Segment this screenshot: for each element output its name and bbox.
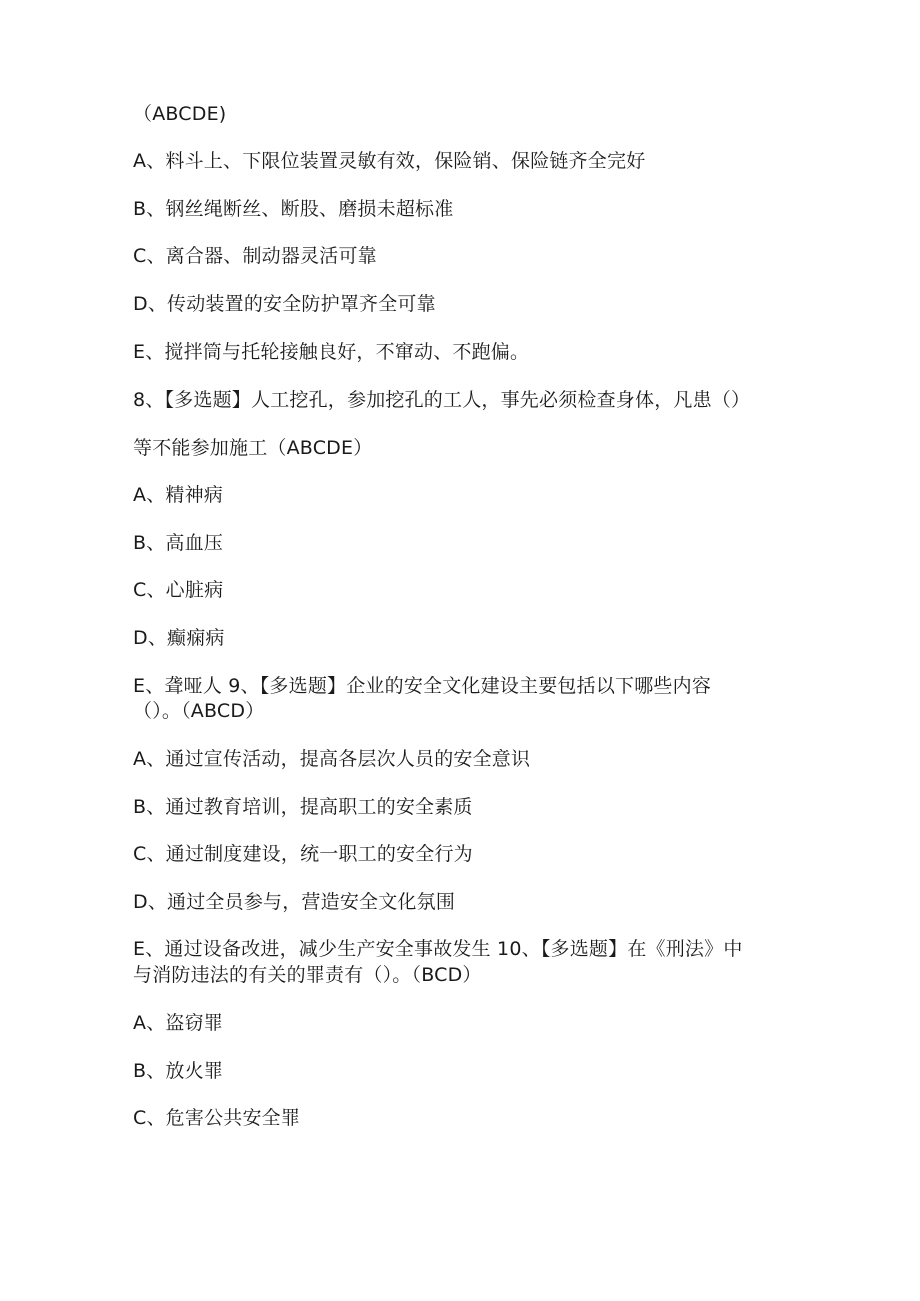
- option-e-and-question-9: E、聋哑人 9、【多选题】企业的安全文化建设主要包括以下哪些内容: [133, 675, 712, 697]
- option-e: E、搅拌筒与托轮接触良好，不窜动、不跑偏。: [133, 341, 530, 363]
- option-d: D、通过全员参与，营造安全文化氛围: [133, 891, 456, 913]
- option-a: A、通过宣传活动，提高各层次人员的安全意识: [133, 748, 531, 770]
- question-8-continued: 等不能参加施工（ABCDE）: [133, 437, 373, 459]
- option-c: C、心脏病: [133, 579, 224, 601]
- option-c: C、危害公共安全罪: [133, 1107, 301, 1129]
- question-10-continued: 与消防违法的有关的罪责有（）。（BCD）: [133, 964, 482, 986]
- option-a: A、盗窃罪: [133, 1012, 223, 1034]
- option-b: B、钢丝绳断丝、断股、磨损未超标准: [133, 198, 454, 220]
- answer-line: （ABCDE): [133, 103, 227, 125]
- option-b: B、通过教育培训，提高职工的安全素质: [133, 796, 473, 818]
- option-e-and-question-10: E、通过设备改进，减少生产安全事故发生 10、【多选题】在《刑法》中: [133, 938, 743, 960]
- option-b: B、高血压: [133, 532, 224, 554]
- option-d: D、癫痫病: [133, 627, 225, 649]
- option-c: C、离合器、制动器灵活可靠: [133, 245, 377, 267]
- option-d: D、传动装置的安全防护罩齐全可靠: [133, 293, 436, 315]
- question-9-continued: （）。（ABCD）: [133, 700, 265, 722]
- option-b: B、放火罪: [133, 1060, 224, 1082]
- option-a: A、料斗上、下限位装置灵敏有效，保险销、保险链齐全完好: [133, 150, 646, 172]
- option-a: A、精神病: [133, 484, 223, 506]
- question-8: 8、【多选题】人工挖孔，参加挖孔的工人，事先必须检查身体，凡患（）: [133, 389, 751, 411]
- option-c: C、通过制度建设，统一职工的安全行为: [133, 843, 473, 865]
